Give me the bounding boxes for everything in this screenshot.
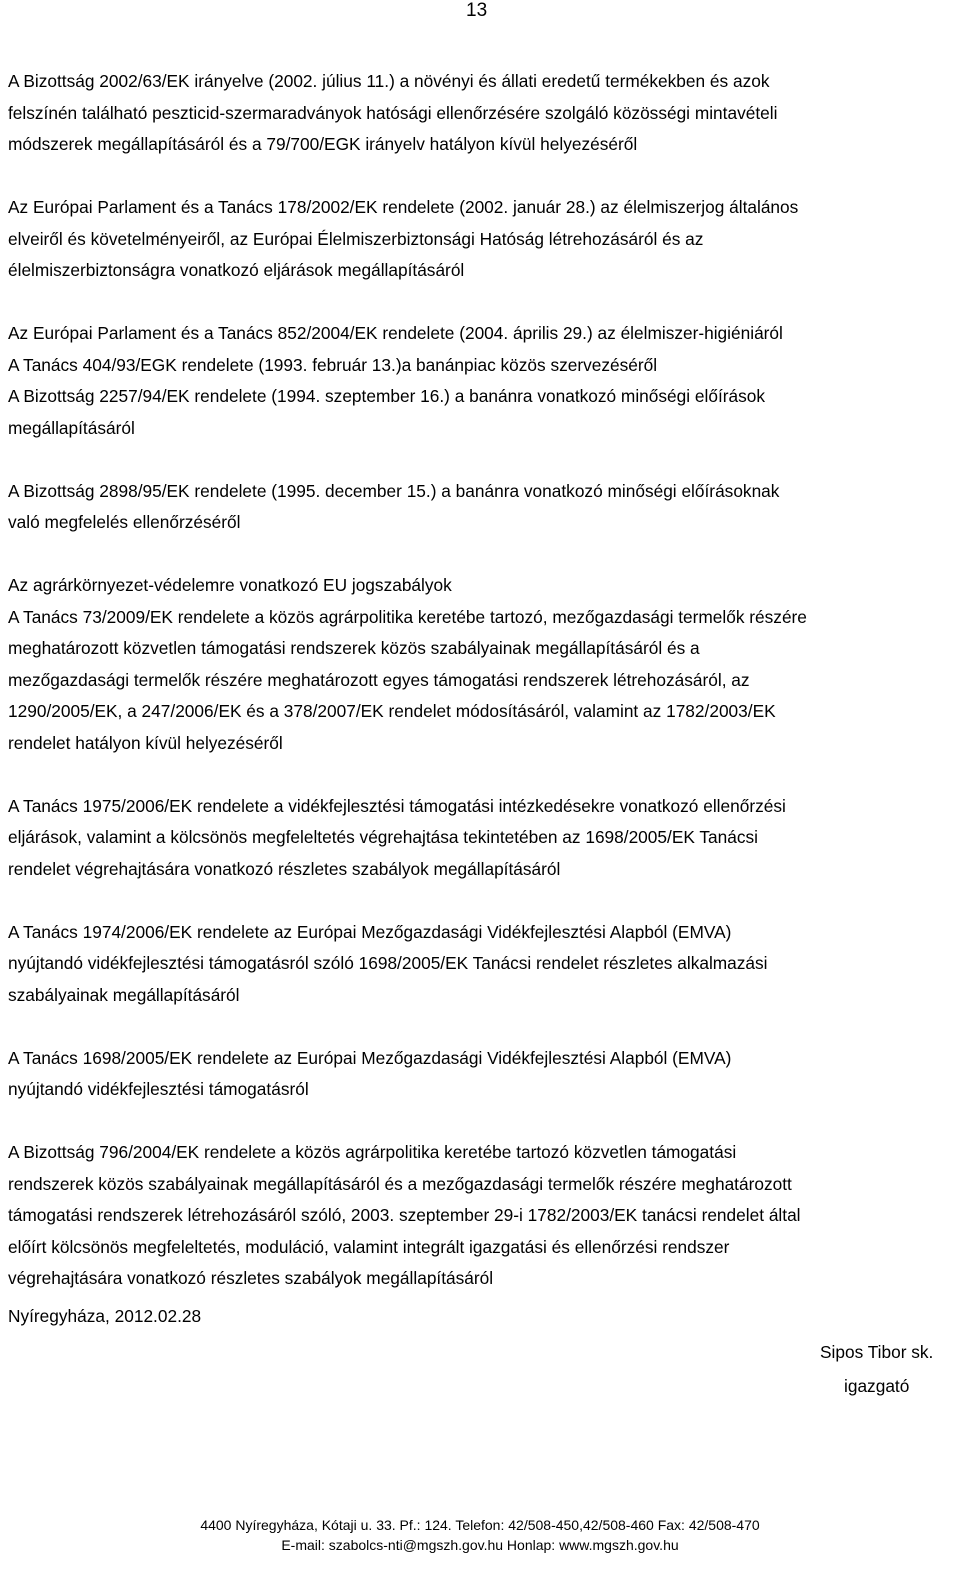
regulation-paragraph [8,791,958,886]
text-line: rendelet hatályon kívül helyezéséről [8,732,283,753]
regulation-paragraph [8,570,958,759]
text-line: A Bizottság 2898/95/EK rendelete (1995. december 15.) a banánra vonatkozó minőségi előírásoknak [8,480,780,501]
footer-contact: E-mail: szabolcs-nti@mgszh.gov.hu Honlap: www.mgszh.gov.hu [281,1537,679,1553]
text-line: nyújtandó vidékfejlesztési támogatásról szóló 1698/2005/EK Tanácsi rendelet részletes alkalmazási [8,953,768,973]
text-line: módszerek megállapításáról és a 79/700/EGK irányelv hatályon kívül helyezéséről [8,134,638,154]
page-footer [0,1515,960,1555]
footer-address: 4400 Nyíregyháza, Kótaji u. 33. Pf.: 124. Telefon: 42/508-450,42/508-460 Fax: 42/508-470 [200,1517,760,1533]
regulation-paragraph [8,1137,958,1295]
text-line: támogatási rendszerek létrehozásáról szóló, 2003. szeptember 29-i 1782/2003/EK tanácsi rendelet által [8,1205,801,1225]
regulation-paragraph [8,66,958,161]
text-line: 1290/2005/EK, a 247/2006/EK és a 378/2007/EK rendelet módosításáról, valamint az 1782/2003/EK [8,701,776,721]
place-and-date: Nyíregyháza, 2012.02.28 [8,1306,202,1326]
text-line: felszínén található peszticid-szermaradványok hatósági ellenőrzésére szolgáló közösségi mintavételi [8,102,778,123]
text-line: élelmiszerbiztonságra vonatkozó eljárások megállapításáról [8,260,465,280]
text-line: A Tanács 1698/2005/EK rendelete az Európai Mezőgazdasági Vidékfejlesztési Alapból (EMVA) [8,1047,732,1068]
text-line: mezőgazdasági termelők részére meghatározott egyes támogatási rendszerek létrehozásáról, az [8,669,750,690]
regulation-paragraph [8,318,958,444]
text-line: A Tanács 73/2009/EK rendelete a közös agrárpolitika keretébe tartozó, mezőgazdasági termelők részére [8,606,807,627]
text-line: rendelet végrehajtására vonatkozó részletes szabályok megállapításáról [8,858,561,879]
text-line: Az Európai Parlament és a Tanács 178/2002/EK rendelete (2002. január 28.) az élelmiszerjog általános [8,197,799,217]
text-line: meghatározott közvetlen támogatási rendszerek közös szabályainak megállapításáról és a [8,638,700,658]
text-line: A Tanács 1974/2006/EK rendelete az Európai Mezőgazdasági Vidékfejlesztési Alapból (EMVA) [8,921,732,942]
text-line: Az Európai Parlament és a Tanács 852/2004/EK rendelete (2004. április 29.) az élelmiszer-higiéniáról [8,323,783,343]
text-line: A Tanács 404/93/EGK rendelete (1993. február 13.)a banánpiac közös szervezéséről [8,354,658,375]
page-number: 13 [466,0,488,21]
text-line: A Tanács 1975/2006/EK rendelete a vidékfejlesztési támogatási intézkedésekre vonatkozó ellenőrzési [8,795,786,816]
document-body [8,66,958,1295]
text-line: A Bizottság 2002/63/EK irányelve (2002. július 11.) a növényi és állati eredetű termékekben és azok [8,71,770,91]
signer-name: Sipos Tibor sk. [820,1342,934,1362]
text-line: megállapításáról [8,417,135,438]
text-line: előírt kölcsönös megfeleltetés, moduláció, valamint integrált igazgatási és ellenőrzési rendszer [8,1236,730,1257]
text-line: elveiről és követelményeiről, az Európai Élelmiszerbiztonsági Hatóság létrehozásáról és az [8,228,704,249]
regulation-paragraph [8,917,958,1012]
text-line: A Bizottság 796/2004/EK rendelete a közös agrárpolitika keretébe tartozó közvetlen támogatási [8,1142,737,1162]
text-line: A Bizottság 2257/94/EK rendelete (1994. szeptember 16.) a banánra vonatkozó minőségi előírások [8,386,766,406]
text-line: való megfelelés ellenőrzéséről [8,512,241,532]
signer-title: igazgató [844,1376,910,1396]
regulation-paragraph [8,476,958,539]
text-line: végrehajtására vonatkozó részletes szabályok megállapításáról [8,1268,494,1288]
text-line: eljárások, valamint a kölcsönös megfeleltetés végrehajtása tekintetében az 1698/2005/EK Tanácsi [8,827,758,847]
section-heading: Az agrárkörnyezet-védelemre vonatkozó EU jogszabályok [8,575,452,595]
text-line: szabályainak megállapításáról [8,984,240,1005]
regulation-paragraph [8,1043,958,1106]
regulation-paragraph [8,192,958,287]
text-line: nyújtandó vidékfejlesztési támogatásról [8,1079,309,1099]
text-line: rendszerek közös szabályainak megállapításáról és a mezőgazdasági termelők részére meghatározott [8,1173,792,1194]
